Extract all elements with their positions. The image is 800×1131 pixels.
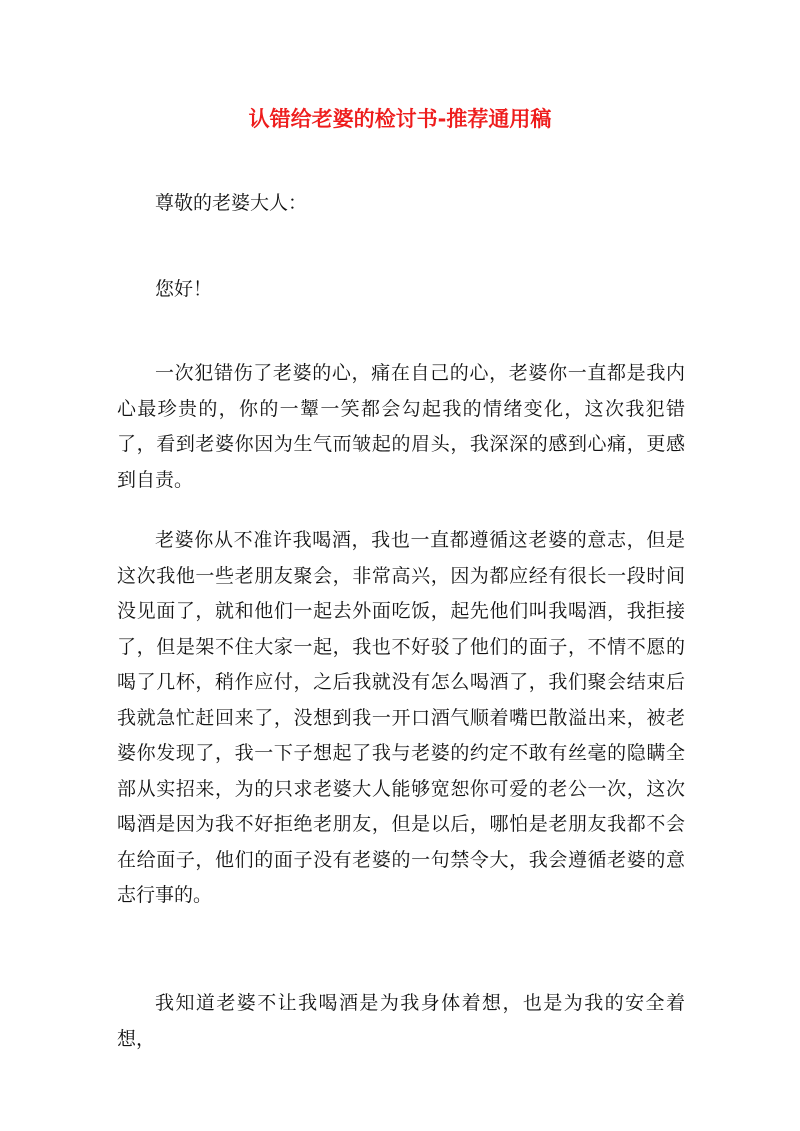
paragraph-understanding: 我知道老婆不让我喝酒是为我身体着想，也是为我的安全着想， [117,992,685,1050]
paragraph-drinking-account: 老婆你从不准许我喝酒，我也一直都遵循这老婆的意志，但是这次我他一些老朋友聚会，非常高兴，因为都应经有很长一段时间没见面了，就和他们一起去外面吃饭，起先他们叫我喝酒，我拒接了，但是架不住大家一起，我也不好驳了他们的面子，不情不愿的喝了几杯，稍作应付，之后我就没有怎么喝酒了，我们聚会结束后我就急忙赶回来了，没想到我一开口酒气顺着嘴巴散溢出来，被老婆你发现了，我一下子想起了我与老婆的约定不敢有丝毫的隐瞒全部从实招来，为的只求老婆大人能够宽恕你可爱的老公一次，这次喝酒是因为我不好拒绝老朋友，但是以后，哪怕是老朋友我都不会在给面子，他们的面子没有老婆的一句禁令大，我会遵循老婆的意志行事的。 [117,529,685,906]
salutation: 尊敬的老婆大人： [155,192,308,214]
document-title: 认错给老婆的检讨书-推荐通用稿 [248,107,552,131]
greeting: 您好！ [155,278,213,300]
paragraph-apology: 一次犯错伤了老婆的心，痛在自己的心，老婆你一直都是我内心最珍贵的，你的一颦一笑都会勾起我的情绪变化，这次我犯错了，看到老婆你因为生气而皱起的眉头，我深深的感到心痛，更感到自责。 [117,362,685,491]
